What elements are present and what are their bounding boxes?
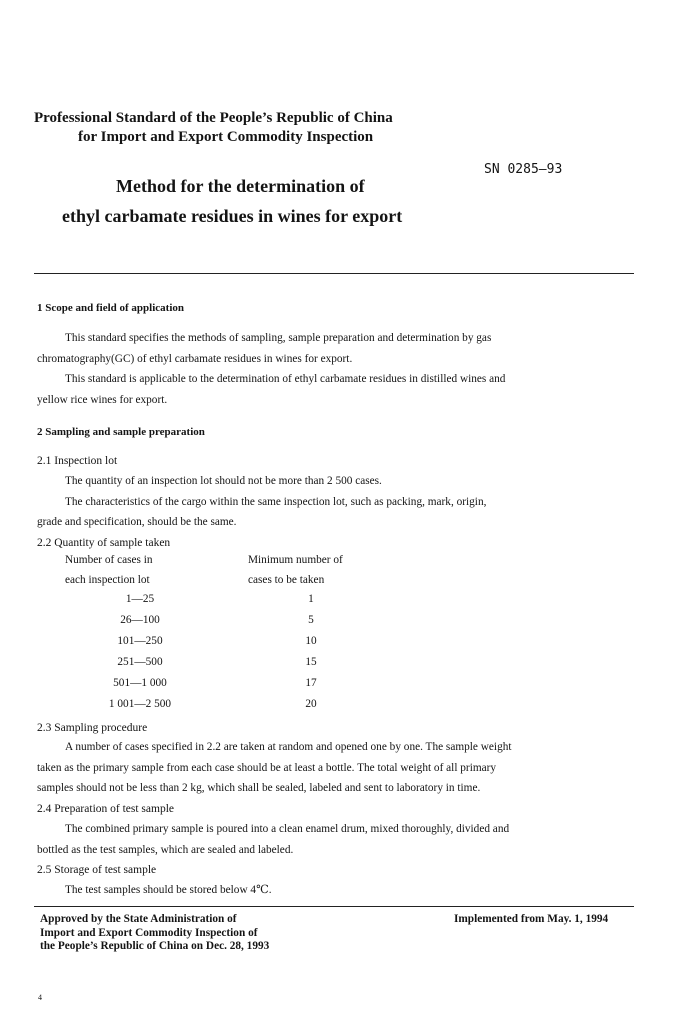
subsection-2-3-heading: 2.3 Sampling procedure — [37, 722, 148, 734]
footer-divider — [34, 906, 634, 907]
section-1-body — [37, 328, 637, 410]
subsection-2-1-heading: 2.1 Inspection lot — [37, 455, 118, 467]
approval-line3: the People’s Republic of China on Dec. 28, 1993 — [40, 940, 270, 952]
section-1-p2-line1: This standard is applicable to the determination of ethyl carbamate residues in distilled wines and — [65, 373, 506, 385]
table-row-lot: 1 001—2 500 — [108, 698, 172, 710]
table-row-lot: 501—1 000 — [113, 677, 167, 689]
section-1-p2-line2: yellow rice wines for export. — [37, 393, 168, 406]
subsection-2-4-body — [37, 819, 637, 860]
table-row-min: 15 — [305, 656, 317, 668]
table-col1-header-line1: Number of cases in — [65, 554, 153, 566]
subsection-2-3-body — [37, 737, 637, 799]
subsection-2-5-heading: 2.5 Storage of test sample — [37, 864, 157, 876]
subsection-2-3-line2: taken as the primary sample from each case should be at least a bottle. The total weight of all primary — [37, 761, 497, 774]
section-1-p1-line1: This standard specifies the methods of sampling, sample preparation and determination by gas — [65, 332, 492, 344]
subsection-2-1-line2: The characteristics of the cargo within the same inspection lot, such as packing, mark, origin, — [65, 495, 487, 508]
table-row-lot: 101—250 — [117, 635, 163, 647]
table-row-min: 1 — [308, 593, 314, 605]
table-col2-header-line2: cases to be taken — [248, 574, 325, 586]
subsection-2-1-line3: grade and specification, should be the same. — [37, 516, 237, 528]
table-row-lot: 26—100 — [120, 614, 160, 626]
table-row-min: 17 — [305, 677, 317, 689]
table-col2-header-line1: Minimum number of — [248, 554, 343, 566]
section-2-heading: 2 Sampling and sample preparation — [37, 426, 205, 438]
subsection-2-4-line2: bottled as the test samples, which are sealed and labeled. — [37, 843, 294, 856]
implementation-date: Implemented from May. 1, 1994 — [454, 913, 609, 925]
subsection-2-3-line1: A number of cases specified in 2.2 are taken at random and opened one by one. The sample weight — [65, 741, 512, 753]
table-row-lot: 251—500 — [117, 656, 163, 668]
table-col1-header-line2: each inspection lot — [65, 574, 150, 586]
subsection-2-4-heading: 2.4 Preparation of test sample — [37, 803, 175, 815]
section-1-p1-line2: chromatography(GC) of ethyl carbamate residues in wines for export. — [37, 352, 353, 365]
standard-code: SN 0285—93 — [484, 162, 563, 177]
subsection-2-5-body — [37, 880, 637, 901]
subsection-2-4-line1: The combined primary sample is poured into a clean enamel drum, mixed thoroughly, divided and — [65, 823, 510, 835]
approval-line1: Approved by the State Administration of — [40, 913, 237, 925]
subsection-2-3-line3: samples should not be less than 2 kg, which shall be sealed, labeled and sent to laboratory in time. — [37, 782, 481, 794]
standard-header-line1: Professional Standard of the People’s Republic of China — [34, 110, 393, 126]
page-number: 4 — [38, 993, 42, 1002]
table-row-min: 5 — [308, 614, 314, 626]
table-row-min: 10 — [305, 635, 317, 647]
approval-note — [40, 913, 269, 954]
document-title-line2: ethyl carbamate residues in wines for export — [62, 206, 403, 226]
standard-header-line2: for Import and Export Commodity Inspection — [78, 129, 374, 145]
title-divider — [34, 273, 634, 274]
subsection-2-1-line1: The quantity of an inspection lot should not be more than 2 500 cases. — [65, 475, 382, 487]
approval-line2: Import and Export Commodity Inspection of — [40, 926, 258, 939]
section-1-heading: 1 Scope and field of application — [37, 302, 184, 314]
document-title-line1: Method for the determination of — [116, 176, 365, 196]
subsection-2-5-line1: The test samples should be stored below 4℃. — [65, 884, 272, 896]
subsection-2-1-body — [37, 471, 637, 533]
table-row-min: 20 — [305, 698, 317, 710]
table-row-lot: 1—25 — [125, 593, 155, 605]
subsection-2-2-heading: 2.2 Quantity of sample taken — [37, 537, 171, 549]
